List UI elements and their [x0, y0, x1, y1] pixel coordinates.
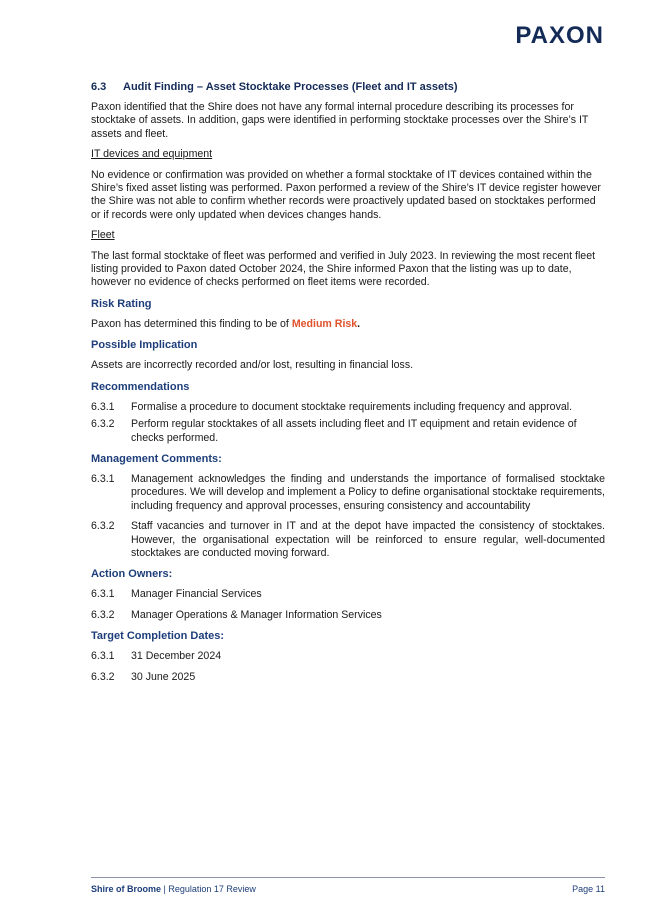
item-text: Staff vacancies and turnover in IT and at the depot have impacted the consistency of stocktakes. However, the organisational expectation will be reinforced to ensure regular, well-documented stocktakes are conducted moving forward.: [131, 520, 605, 559]
footer-separator: |: [161, 884, 169, 894]
it-paragraph: No evidence or confirmation was provided on whether a formal stocktake of IT devices contained within the Shire’s fixed asset listing was performed. Paxon performed a review of the Shire’s IT device register however the Shire was not able to confirm whether records were proactively updated based on stocktakes performed or if records were only updated when devices changes hands.: [91, 168, 601, 221]
date-item: [91, 650, 605, 663]
document-body: [91, 80, 605, 691]
it-subheading: IT devices and equipment: [91, 148, 213, 161]
recommendation-item: [91, 401, 605, 414]
item-number: 6.3.1: [91, 400, 115, 413]
risk-level: Medium Risk: [291, 317, 358, 330]
fleet-subheading: Fleet: [91, 229, 115, 242]
item-number: 6.3.1: [91, 588, 115, 601]
page-number: Page 11: [572, 884, 605, 894]
owner-item: [91, 609, 605, 622]
item-number: 6.3.2: [91, 520, 115, 533]
risk-paragraph: [91, 318, 605, 331]
item-text: Manager Operations & Manager Information Services: [131, 608, 382, 621]
recommendation-item: [91, 418, 605, 445]
footer-divider: [91, 877, 605, 878]
item-text: 30 June 2025: [131, 670, 196, 683]
item-text: Formalise a procedure to document stocktake requirements including frequency and approval.: [131, 400, 573, 413]
owner-item: [91, 588, 605, 601]
paxon-logo: PAXON: [515, 22, 604, 49]
item-number: 6.3.2: [91, 418, 115, 431]
item-number: 6.3.1: [91, 472, 115, 485]
footer-doc: Regulation 17 Review: [168, 884, 256, 894]
section-heading: [91, 80, 605, 94]
item-number: 6.3.1: [91, 650, 115, 663]
owners-heading: Action Owners:: [91, 568, 173, 581]
dates-heading: Target Completion Dates:: [91, 630, 225, 643]
risk-text: Paxon has determined this finding to be of: [91, 317, 292, 330]
section-number: 6.3: [91, 81, 107, 93]
risk-heading: Risk Rating: [91, 297, 152, 310]
page-footer: [91, 884, 605, 894]
management-item: [91, 520, 605, 560]
item-number: 6.3.2: [91, 670, 115, 683]
section-title: Audit Finding – Asset Stocktake Processes (Fleet and IT assets): [123, 81, 458, 93]
footer-org: Shire of Broome: [91, 884, 162, 894]
recommendations-heading: Recommendations: [91, 380, 190, 393]
footer-left: [91, 884, 256, 894]
item-text: Management acknowledges the finding and understands the importance of formalised stocktake procedures. We will develop and implement a Policy to define organisational stocktake requirements, including frequency and approval processes, ensuring consistency and accountability: [131, 472, 605, 512]
intro-paragraph: Paxon identified that the Shire does not have any formal internal procedure describing its processes for stocktake of assets. In addition, gaps were identified in performing stocktake processes over the Shire’s IT assets and fleet.: [91, 101, 589, 140]
management-heading: Management Comments:: [91, 452, 222, 465]
management-item: [91, 473, 605, 513]
implication-text: Assets are incorrectly recorded and/or lost, resulting in financial loss.: [91, 359, 414, 372]
implication-heading: Possible Implication: [91, 339, 198, 352]
date-item: [91, 671, 605, 684]
risk-period: .: [357, 317, 361, 330]
item-number: 6.3.2: [91, 608, 115, 621]
fleet-paragraph: The last formal stocktake of fleet was performed and verified in July 2023. In reviewing the most recent fleet listing provided to Paxon dated October 2024, the Shire informed Paxon that the listing was up to date, however no evidence of checks performed on fleet items were recorded.: [91, 249, 596, 289]
item-text: Perform regular stocktakes of all assets including fleet and IT equipment and retain evidence of checks performed.: [131, 418, 577, 444]
item-text: Manager Financial Services: [131, 588, 262, 601]
item-text: 31 December 2024: [131, 650, 222, 663]
